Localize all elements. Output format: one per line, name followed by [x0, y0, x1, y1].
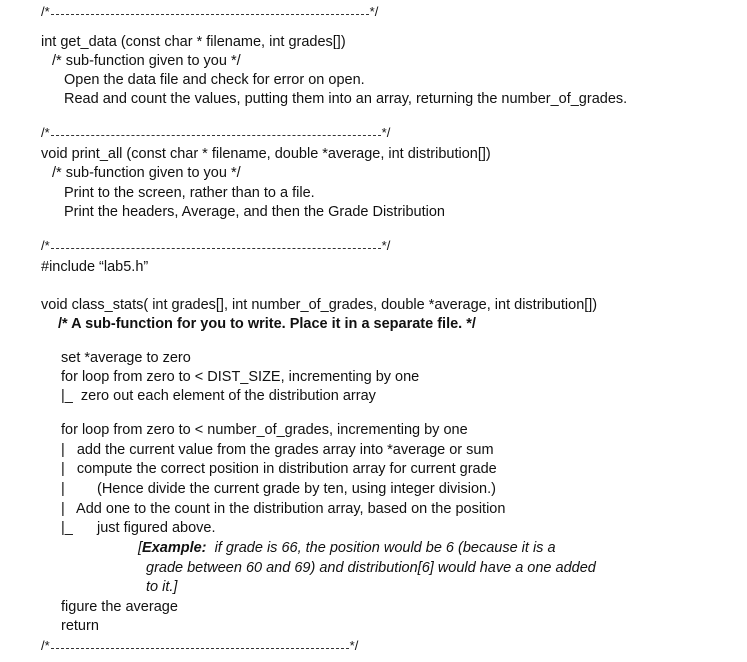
return-line: return: [61, 618, 99, 634]
example-line-1: [Example: if grade is 66, the position would be 6 (because it is a: [138, 540, 556, 556]
set-average-line: set *average to zero: [61, 350, 191, 366]
print-all-signature: void print_all (const char * filename, double *average, int distribution[]): [41, 146, 491, 162]
loop-2-body-5: |_ just figured above.: [61, 520, 216, 536]
loop-2-header: for loop from zero to < number_of_grades, incrementing by one: [61, 422, 468, 438]
print-all-comment: /* sub-function given to you */: [52, 165, 241, 181]
include-directive: #include “lab5.h”: [41, 259, 149, 275]
print-all-desc-2: Print the headers, Average, and then the Grade Distribution: [64, 204, 446, 220]
figure-average-line: figure the average: [61, 599, 178, 615]
example-line-2: grade between 60 and 69) and distribution[6] would have a one added: [146, 560, 596, 576]
print-all-desc-1: Print to the screen, rather than to a file.: [64, 185, 315, 201]
example-label: Example:: [142, 540, 207, 556]
comment-separator: /* */: [41, 125, 391, 140]
get-data-desc-1: Open the data file and check for error on open.: [64, 72, 365, 88]
loop-2-body-1: | add the current value from the grades array into *average or sum: [61, 442, 494, 458]
class-stats-comment: /* A sub-function for you to write. Place it in a separate file. */: [58, 316, 476, 332]
loop-2-body-3: | (Hence divide the current grade by ten, using integer division.): [61, 481, 496, 497]
get-data-desc-2: Read and count the values, putting them into an array, returning the number_of_grades.: [64, 91, 628, 107]
comment-separator: /* */: [41, 238, 391, 253]
loop-2-body-4: | Add one to the count in the distribution array, based on the position: [61, 501, 506, 517]
comment-separator: /* */: [41, 638, 359, 653]
get-data-comment: /* sub-function given to you */: [52, 53, 241, 69]
example-line-3: to it.]: [146, 579, 178, 595]
comment-separator: /* */: [41, 4, 379, 19]
loop-2-body-2: | compute the correct position in distribution array for current grade: [61, 461, 497, 477]
get-data-signature: int get_data (const char * filename, int grades[]): [41, 34, 346, 50]
class-stats-signature: void class_stats( int grades[], int number_of_grades, double *average, int distribution[]): [41, 297, 598, 313]
loop-1-body: |_ zero out each element of the distribution array: [61, 388, 376, 404]
loop-1-header: for loop from zero to < DIST_SIZE, incrementing by one: [61, 369, 420, 385]
